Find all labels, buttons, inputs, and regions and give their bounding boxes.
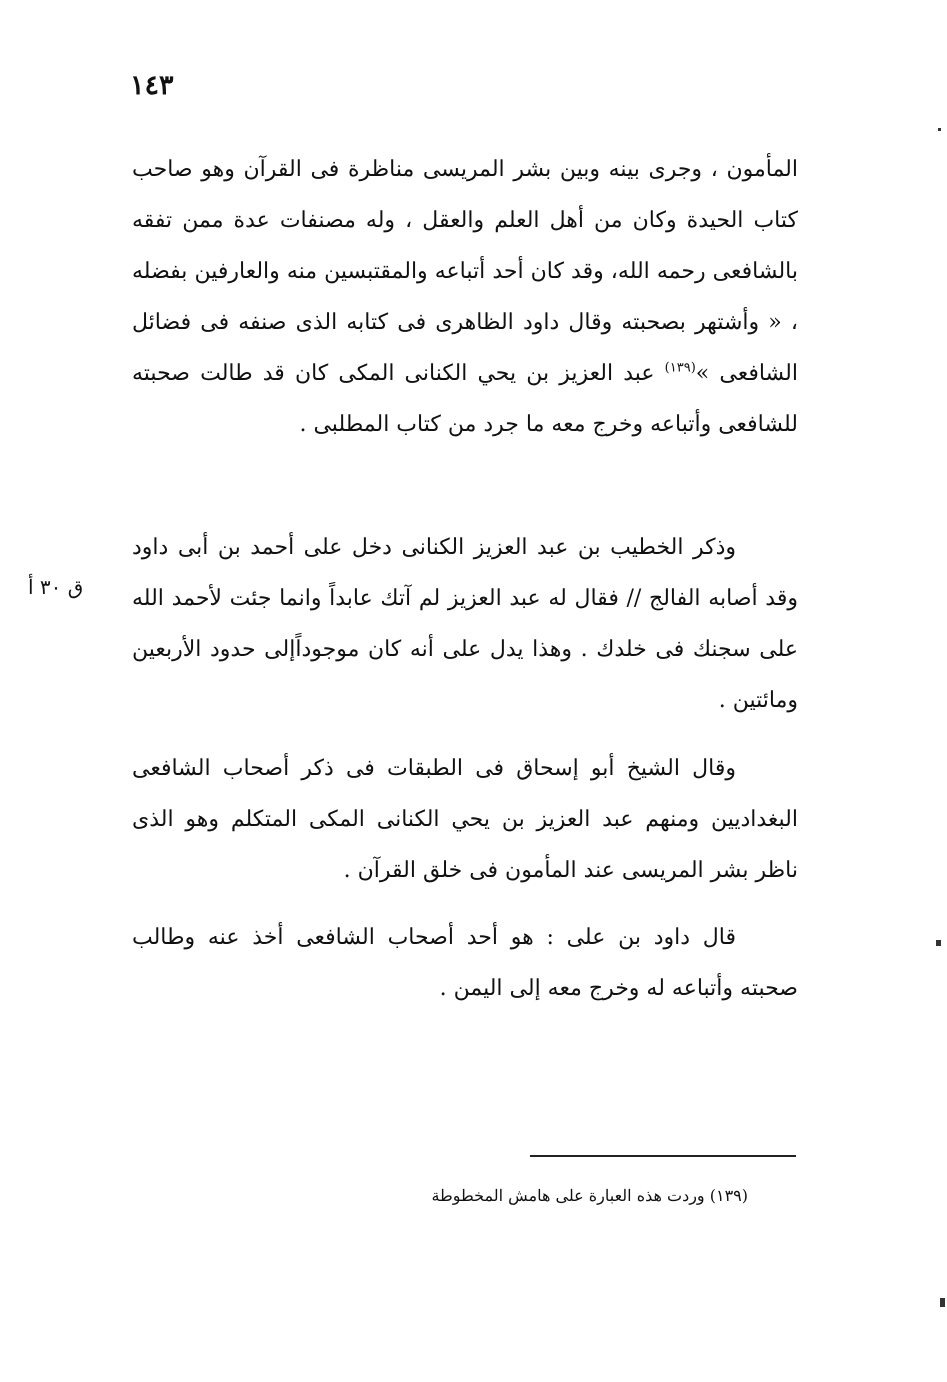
footnote: (١٣٩) وردت هذه العبارة على هامش المخطوطة — [431, 1186, 748, 1205]
paragraph-4: قال داود بن على : هو أحد أصحاب الشافعى أخذ عنه وطالب صحبته وأتباعه له وخرج معه إلى اليمن . — [132, 925, 798, 1001]
footnote-divider — [530, 1155, 796, 1157]
paragraph-1-text-b: عبد العزيز بن يحي الكنانى المكى كان قد طالت صحبته للشافعى وأتباعه وخرج معه ما جرد من كتاب المطلبى . — [132, 361, 798, 437]
page-number: ١٤٣ — [130, 70, 174, 101]
scan-edge-mark — [938, 128, 941, 131]
paragraph-2: وذكر الخطيب بن عبد العزيز الكنانى دخل على أحمد بن أبى داود وقد أصابه الفالج // فقال له عبد العزيز لم آتك عابداً وانما جئت لأحمد الله على سجنك فى خلدك . وهذا يدل على أنه كان موجوداًإلى حدود الأربعين ومائتين . — [132, 535, 798, 713]
paragraph-1 — [132, 144, 798, 450]
paragraph-3: وقال الشيخ أبو إسحاق فى الطبقات فى ذكر أصحاب الشافعى البغداديين ومنهم عبد العزيز بن يحي الكنانى المكى المتكلم وهو الذى ناظر بشر المريسى عند المأمون فى خلق القرآن . — [132, 756, 798, 883]
footnote-reference: (١٣٩) — [664, 360, 696, 376]
manuscript-folio-note: ق ٣٠ أ — [28, 575, 84, 599]
scan-edge-mark — [940, 1298, 945, 1307]
paragraph-1-text-a: المأمون ، وجرى بينه وبين بشر المريسى مناظرة فى القرآن وهو صاحب كتاب الحيدة وكان من أهل العلم والعقل ، وله مصنفات عدة ممن تفقه بالشافعى رحمه الله، وقد كان أحد أتباعه والمقتبسين منه والعارفين بفضله ، « وأشتهر بصحبته وقال داود الظاهرى فى كتابه الذى صنفه فى فضائل الشافعى » — [132, 157, 798, 386]
scan-edge-mark — [936, 940, 941, 946]
